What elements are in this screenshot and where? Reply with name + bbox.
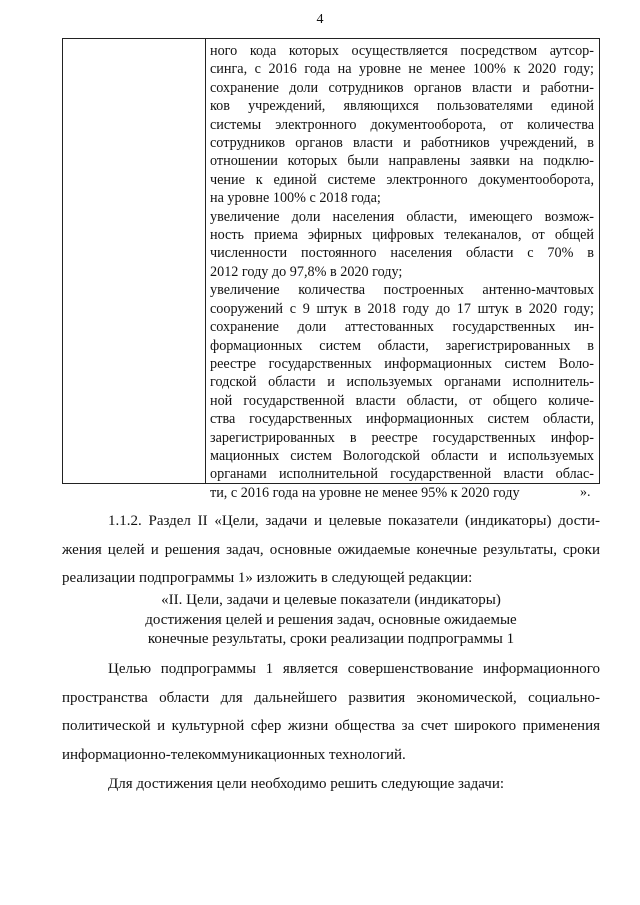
paragraph-line: 1.1.2. Раздел II «Цели, задачи и целевые показатели (индикаторы) дости-	[108, 513, 600, 529]
table-line: сохранение доли аттестованных государственных ин-	[210, 319, 594, 336]
table-column-divider	[205, 39, 206, 483]
table-cell-indicators	[210, 42, 594, 502]
table-line: реестре государственных информационных систем Воло-	[210, 355, 594, 372]
table-line: мационных систем Вологодской области и используемых	[210, 447, 594, 464]
paragraph-line: жения целей и решения задач, основные ожидаемые конечные результаты, сроки	[62, 541, 600, 558]
table-line: ти, с 2016 года на уровне не менее 95% к 2020 году	[210, 484, 520, 501]
indicators-table	[62, 38, 600, 501]
table-line: ства государственных информационных систем области,	[210, 411, 594, 428]
table-line: сотрудников органов власти и работников учреждений, в	[210, 135, 594, 152]
paragraph-line: Целью подпрограммы 1 является совершенствование информационного	[108, 661, 600, 677]
table-line: численности постоянного населения области с 70% в	[210, 245, 594, 262]
table-line: годской области и используемых органами исполнитель-	[210, 374, 594, 391]
page-number: 4	[316, 12, 324, 27]
closing-quote-mark: ».	[580, 485, 591, 500]
table-line: органами исполнительной государственной власти облас-	[210, 466, 594, 483]
table-line: ного кода которых осуществляется посредством аутсор-	[210, 43, 594, 59]
section-heading	[62, 591, 600, 650]
table-line: сооружений с 9 штук в 2018 году до 17 штук в 2020 году;	[210, 300, 594, 317]
table-line: отношении которых были направлены заявки на подклю-	[210, 153, 594, 170]
paragraph-line: Для достижения цели необходимо решить следующие задачи:	[108, 776, 505, 792]
paragraph-1-1-2	[62, 507, 600, 593]
table-line: формационных систем области, зарегистрированных в	[210, 337, 594, 354]
paragraph-goal	[62, 655, 600, 769]
paragraph-line: информационно-телекоммуникационных технологий.	[62, 746, 406, 763]
table-line: 2012 году до 97,8% в 2020 году;	[210, 263, 403, 280]
paragraph-tasks-intro	[62, 770, 600, 799]
table-line: чение к единой системе электронного документооборота,	[210, 171, 594, 188]
heading-line: «II. Цели, задачи и целевые показатели (индикаторы)	[161, 592, 501, 608]
paragraph-line: политической и культурной сфер жизни общества за счет широкого применения	[62, 718, 600, 734]
table-line: увеличение доли населения области, имеющего возмож-	[210, 208, 594, 225]
table-line: на уровне 100% с 2018 года;	[210, 190, 381, 207]
table-line: ность приема эфирных цифровых телеканалов, от общей	[210, 227, 594, 244]
table-line: системы электронного документооборота, от количества	[210, 116, 594, 133]
paragraph-line: пространства области для дальнейшего развития экономической, социально-	[62, 689, 600, 706]
table-line: ной государственной власти области, от общего количе-	[210, 392, 594, 409]
paragraph-line: реализации подпрограммы 1» изложить в следующей редакции:	[62, 570, 473, 586]
table-line: зарегистрированных в реестре государственных инфор-	[210, 429, 594, 446]
table-line: сохранение доли сотрудников органов власти и работни-	[210, 79, 594, 96]
table-line: ков учреждений, являющихся пользователями единой	[210, 98, 594, 115]
table-line: увеличение количества построенных антенно-мачтовых	[210, 282, 594, 299]
heading-line: достижения целей и решения задач, основные ожидаемые	[145, 611, 517, 628]
heading-line: конечные результаты, сроки реализации подпрограммы 1	[147, 631, 515, 647]
table-line: синга, с 2016 года на уровне не менее 100% к 2020 году;	[210, 61, 594, 78]
